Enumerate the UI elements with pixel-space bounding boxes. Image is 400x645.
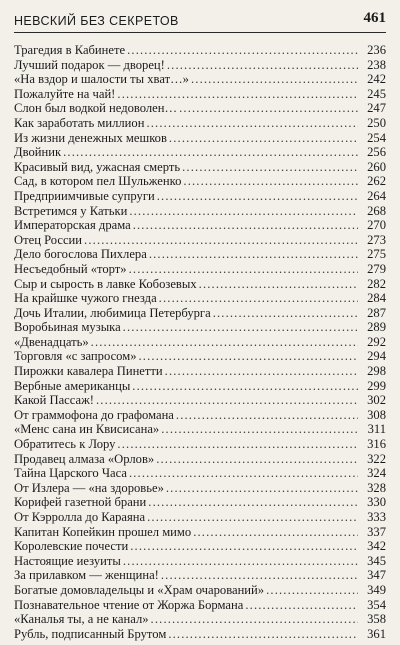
toc-dot-leader xyxy=(167,58,358,73)
toc-entry xyxy=(14,335,386,350)
toc-dot-leader xyxy=(183,174,358,189)
toc-entry xyxy=(14,422,386,437)
toc-entry-page: 324 xyxy=(367,466,386,481)
toc-entry xyxy=(14,349,386,364)
toc-entry xyxy=(14,466,386,481)
toc-entry xyxy=(14,306,386,321)
toc-entry-page: 330 xyxy=(367,495,386,510)
toc-entry-page: 264 xyxy=(367,188,386,203)
toc-dot-leader xyxy=(199,277,358,292)
toc-entry xyxy=(14,72,386,87)
toc-entry-page: 302 xyxy=(367,393,386,408)
toc-entry-title: «Менс сана ин Квисисана» xyxy=(14,422,160,437)
toc-entry-title: Слон был водкой недоволен… xyxy=(14,101,178,116)
toc-entry-page: 260 xyxy=(367,159,386,174)
toc-entry-page: 342 xyxy=(367,539,386,554)
toc-dot-leader xyxy=(123,554,358,569)
toc-entry-page: 254 xyxy=(367,130,386,145)
toc-entry-page: 262 xyxy=(367,174,386,189)
toc-entry xyxy=(14,131,386,146)
toc-dot-leader xyxy=(84,233,358,248)
toc-entry-title: Дочь Италии, любимица Петербурга xyxy=(14,305,211,320)
toc-dot-leader xyxy=(117,87,358,102)
toc-entry-title: Познавательное чтение от Жоржа Бормана xyxy=(14,597,244,612)
toc-dot-leader xyxy=(168,627,358,642)
toc-dot-leader xyxy=(213,306,358,321)
toc-entry xyxy=(14,43,386,58)
toc-dot-leader xyxy=(191,72,358,87)
toc-dot-leader xyxy=(161,422,358,437)
toc-entry-title: Богатые домовладельцы и «Храм очарований» xyxy=(14,582,265,597)
toc-entry-page: 361 xyxy=(367,626,386,641)
toc-entry xyxy=(14,218,386,233)
toc-entry xyxy=(14,510,386,525)
toc-entry-title: Сад, в котором пел Шульженко xyxy=(14,174,182,189)
toc-entry xyxy=(14,364,386,379)
running-title: НЕВСКИЙ БЕЗ СЕКРЕТОВ xyxy=(14,14,179,28)
toc-entry-page: 245 xyxy=(367,86,386,101)
toc-entry-title: От граммофона до графомана xyxy=(14,407,174,422)
toc-dot-leader xyxy=(182,160,358,175)
toc-dot-leader xyxy=(132,379,358,394)
toc-entry-page: 273 xyxy=(367,232,386,247)
toc-entry xyxy=(14,525,386,540)
toc-entry xyxy=(14,568,386,583)
toc-entry-title: Торговля «с запросом» xyxy=(14,349,137,364)
toc-dot-leader xyxy=(127,43,358,58)
toc-entry-page: 268 xyxy=(367,203,386,218)
toc-entry-page: 289 xyxy=(367,320,386,335)
toc-entry xyxy=(14,233,386,248)
toc-entry-title: Отец России xyxy=(14,232,83,247)
toc-dot-leader xyxy=(147,510,358,525)
toc-entry-title: Пирожки кавалера Пинетти xyxy=(14,364,163,379)
toc-dot-leader xyxy=(129,466,358,481)
toc-entry-page: 292 xyxy=(367,334,386,349)
toc-dot-leader xyxy=(157,189,358,204)
toc-entry-title: На крайшке чужого гнезда xyxy=(14,291,157,306)
toc-entry xyxy=(14,247,386,262)
toc-entry-page: 308 xyxy=(367,407,386,422)
toc-entry xyxy=(14,393,386,408)
toc-entry-title: Пожалуйте на чай! xyxy=(14,86,116,101)
toc-entry-title: Рубль, подписанный Брутом xyxy=(14,626,167,641)
toc-dot-leader xyxy=(151,612,358,627)
toc-entry-page: 270 xyxy=(367,218,386,233)
toc-entry-title: «На вздор и шалости ты хват…» xyxy=(14,72,189,87)
toc-entry-title: От Кэрролла до Караяна xyxy=(14,510,146,524)
toc-entry-title: Тайна Царского Часа xyxy=(14,466,127,481)
toc-dot-leader xyxy=(159,291,358,306)
toc-entry-title: От Излера — «на здоровье» xyxy=(14,480,164,495)
toc-entry xyxy=(14,437,386,452)
toc-entry xyxy=(14,101,386,116)
toc-entry-page: 279 xyxy=(367,261,386,276)
toc-entry-page: 299 xyxy=(367,378,386,393)
toc-dot-leader xyxy=(179,101,358,116)
toc-entry-page: 247 xyxy=(367,101,386,116)
toc-dot-leader xyxy=(149,247,358,262)
toc-dot-leader xyxy=(130,539,358,554)
toc-entry-title: Императорская драма xyxy=(14,218,131,233)
toc-entry xyxy=(14,277,386,292)
toc-entry xyxy=(14,174,386,189)
toc-entry-title: Несъедобный «торт» xyxy=(14,261,127,276)
toc-entry xyxy=(14,262,386,277)
toc-entry-title: За прилавком — женщина! xyxy=(14,568,159,583)
toc-entry-page: 349 xyxy=(367,582,386,597)
toc-entry-title: Предприимчивые супруги xyxy=(14,188,155,203)
toc-entry xyxy=(14,204,386,219)
toc-dot-leader xyxy=(266,583,358,598)
toc-entry xyxy=(14,145,386,160)
toc-dot-leader xyxy=(129,262,358,277)
toc-entry xyxy=(14,495,386,510)
toc-entry-page: 284 xyxy=(367,291,386,306)
toc-entry-title: Капитан Копейкин прошел мимо xyxy=(14,524,192,539)
toc-dot-leader xyxy=(161,568,358,583)
toc-entry-title: Королевские почести xyxy=(14,539,129,554)
toc-entry xyxy=(14,189,386,204)
page-header xyxy=(14,10,386,33)
toc-dot-leader xyxy=(139,349,359,364)
toc-entry-page: 238 xyxy=(367,57,386,72)
toc-entry-title: Продавец алмаза «Орлов» xyxy=(14,451,155,466)
table-of-contents xyxy=(14,43,386,641)
toc-dot-leader xyxy=(146,116,358,131)
toc-entry-title: Воробьиная музыка xyxy=(14,320,121,335)
toc-entry-title: Сыр и сырость в лавке Кобозевых xyxy=(14,276,197,291)
toc-dot-leader xyxy=(165,364,358,379)
toc-dot-leader xyxy=(129,204,358,219)
toc-entry-page: 328 xyxy=(367,480,386,495)
toc-entry-page: 236 xyxy=(367,43,386,57)
toc-entry-title: Обратитесь к Лору xyxy=(14,437,116,452)
toc-entry-page: 294 xyxy=(367,349,386,364)
toc-entry xyxy=(14,408,386,423)
toc-entry xyxy=(14,58,386,73)
toc-entry xyxy=(14,598,386,613)
toc-entry-title: Как заработать миллион xyxy=(14,115,145,130)
toc-entry xyxy=(14,583,386,598)
toc-entry-page: 256 xyxy=(367,145,386,160)
toc-dot-leader xyxy=(96,393,358,408)
toc-entry-page: 298 xyxy=(367,364,386,379)
toc-dot-leader xyxy=(156,452,358,467)
toc-entry-page: 347 xyxy=(367,568,386,583)
toc-entry xyxy=(14,379,386,394)
toc-entry-page: 345 xyxy=(367,553,386,568)
toc-entry xyxy=(14,554,386,569)
toc-entry xyxy=(14,291,386,306)
toc-dot-leader xyxy=(133,218,358,233)
toc-entry-page: 282 xyxy=(367,276,386,291)
toc-entry xyxy=(14,627,386,642)
toc-entry-page: 287 xyxy=(367,305,386,320)
toc-entry-title: Из жизни денежных мешков xyxy=(14,130,167,145)
toc-dot-leader xyxy=(169,131,358,146)
toc-entry-title: Вербные американцы xyxy=(14,378,131,393)
toc-dot-leader xyxy=(148,495,358,510)
toc-entry-title: Двойник xyxy=(14,145,62,160)
toc-entry-title: Встретимся у Катьки xyxy=(14,203,128,218)
toc-dot-leader xyxy=(117,437,358,452)
toc-entry-title: Лучший подарок — дворец! xyxy=(14,57,165,72)
toc-dot-leader xyxy=(193,525,358,540)
toc-entry-title: Настоящие иезуиты xyxy=(14,553,121,568)
toc-entry-title: Дело богослова Пихлера xyxy=(14,247,147,262)
toc-entry xyxy=(14,116,386,131)
toc-entry-title: «Двенадцать» xyxy=(14,334,89,349)
toc-entry-page: 275 xyxy=(367,247,386,262)
toc-entry xyxy=(14,452,386,467)
toc-entry xyxy=(14,320,386,335)
toc-entry-title: «Каналья ты, а не канал» xyxy=(14,612,149,627)
toc-entry-title: Трагедия в Кабинете xyxy=(14,43,126,57)
toc-entry-title: Красивый вид, ужасная смерть xyxy=(14,159,181,174)
page-number: 461 xyxy=(363,10,386,26)
toc-entry-page: 242 xyxy=(367,72,386,87)
toc-dot-leader xyxy=(166,481,358,496)
toc-dot-leader xyxy=(91,335,358,350)
toc-dot-leader xyxy=(63,145,358,160)
toc-entry xyxy=(14,612,386,627)
toc-entry-title: Корифей газетной брани xyxy=(14,495,147,510)
toc-entry-title: Какой Пассаж! xyxy=(14,393,94,408)
toc-entry-page: 354 xyxy=(367,597,386,612)
toc-entry xyxy=(14,539,386,554)
toc-entry xyxy=(14,481,386,496)
toc-entry-page: 333 xyxy=(367,510,386,524)
toc-entry xyxy=(14,87,386,102)
toc-entry-page: 311 xyxy=(367,422,386,437)
toc-dot-leader xyxy=(176,408,358,423)
toc-entry-page: 337 xyxy=(367,524,386,539)
toc-entry-page: 322 xyxy=(367,451,386,466)
toc-entry-page: 316 xyxy=(367,437,386,452)
toc-dot-leader xyxy=(123,320,358,335)
toc-dot-leader xyxy=(245,598,358,613)
toc-entry xyxy=(14,160,386,175)
toc-entry-page: 358 xyxy=(367,612,386,627)
toc-entry-page: 250 xyxy=(367,115,386,130)
